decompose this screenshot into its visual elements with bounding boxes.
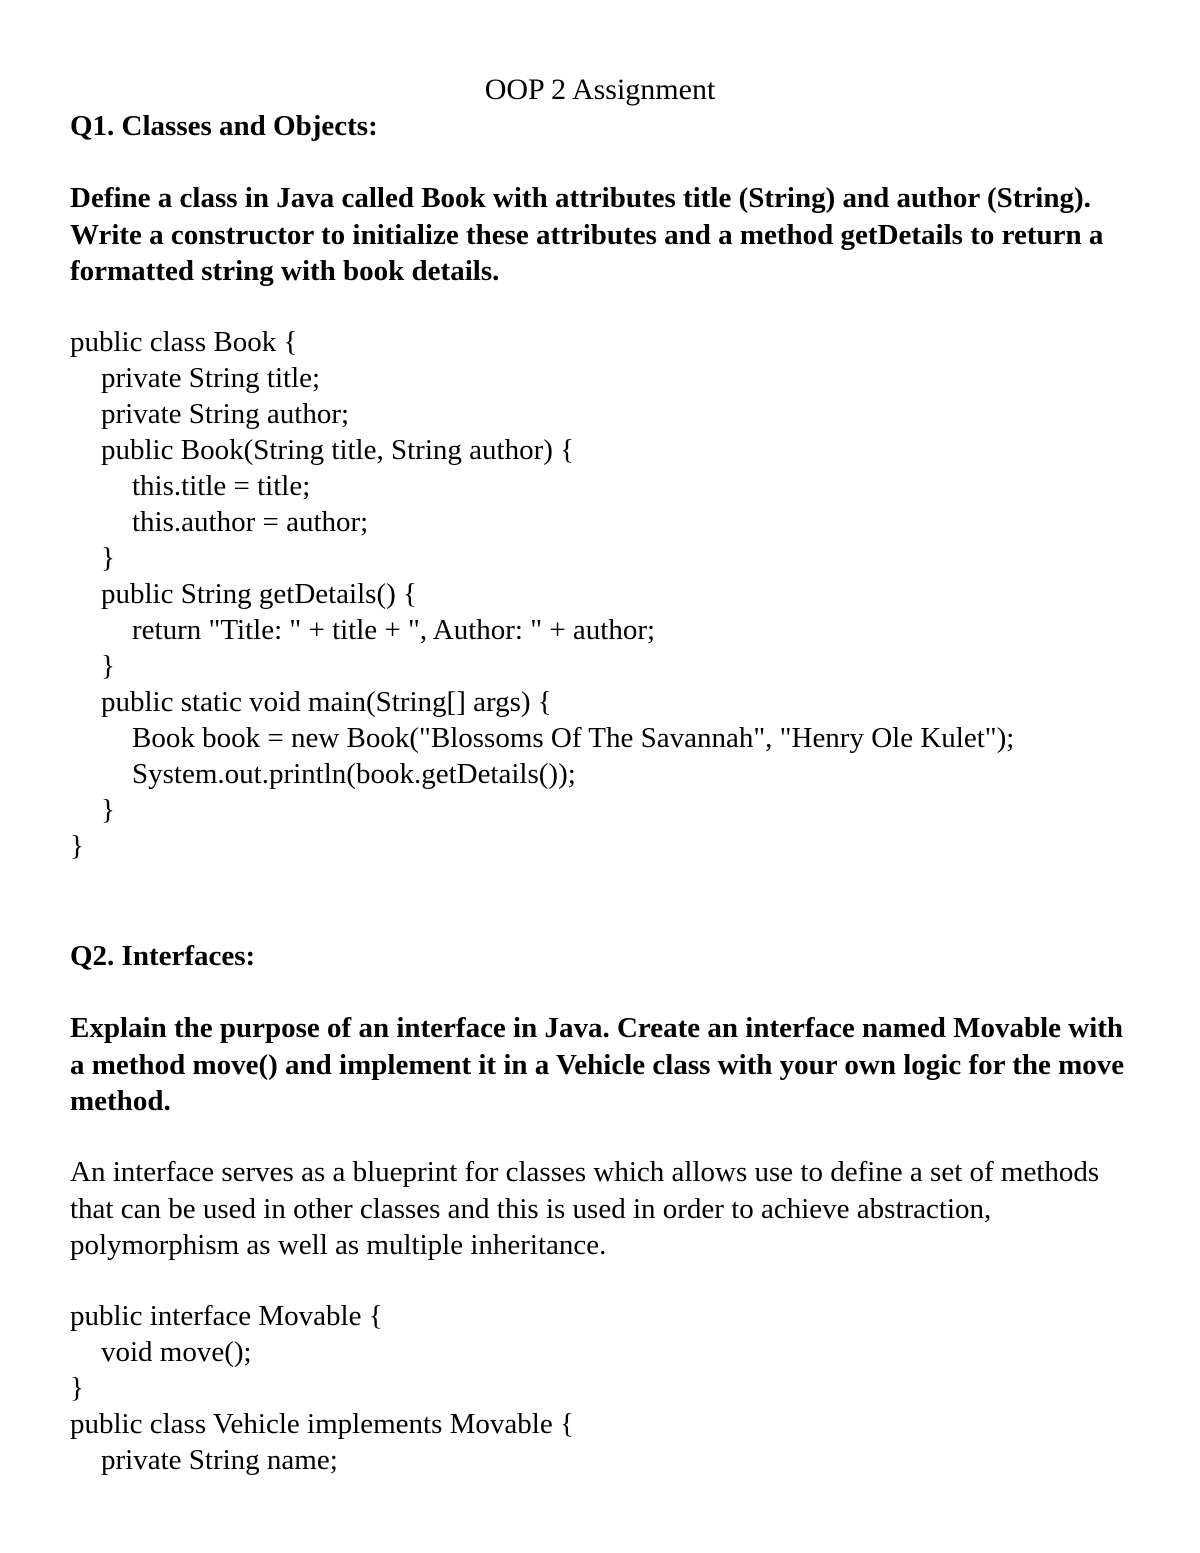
code-line: private String author; xyxy=(101,398,350,430)
q2-question: Explain the purpose of an interface in Java. Create an interface named Movable with a method move() and implement it in a Vehicle class with your own logic for the move method. xyxy=(70,1012,1125,1117)
code-line: private String name; xyxy=(101,1444,338,1476)
document-title: OOP 2 Assignment xyxy=(484,73,716,106)
code-line: this.author = author; xyxy=(132,506,369,538)
code-line: public class Vehicle implements Movable { xyxy=(70,1408,574,1440)
code-line: public class Book { xyxy=(70,326,298,358)
code-line: this.title = title; xyxy=(132,470,311,502)
code-line: void move(); xyxy=(101,1336,252,1368)
q2-heading: Q2. Interfaces: xyxy=(70,940,256,972)
code-line: } xyxy=(70,830,84,862)
code-line: System.out.println(book.getDetails()); xyxy=(132,758,576,790)
code-line: } xyxy=(101,542,115,574)
code-line: public String getDetails() { xyxy=(101,578,417,610)
code-line: } xyxy=(101,794,115,826)
code-line: return "Title: " + title + ", Author: " + author; xyxy=(132,614,656,646)
code-line: public static void main(String[] args) { xyxy=(101,686,552,718)
q1-code-block xyxy=(70,324,1014,864)
code-line: } xyxy=(70,1372,84,1404)
code-line: public interface Movable { xyxy=(70,1300,383,1332)
q2-code-block xyxy=(70,1298,574,1478)
code-line: public Book(String title, String author) { xyxy=(101,434,575,466)
code-line: } xyxy=(101,650,115,682)
q1-question: Define a class in Java called Book with attributes title (String) and author (String). Write a constructor to initialize these attributes and a method getDetails to return a formatted string with book details. xyxy=(70,182,1104,287)
q1-heading: Q1. Classes and Objects: xyxy=(70,110,378,142)
code-line: Book book = new Book("Blossoms Of The Savannah", "Henry Ole Kulet"); xyxy=(132,722,1015,754)
code-line: private String title; xyxy=(101,362,321,394)
q2-answer: An interface serves as a blueprint for classes which allows use to define a set of methods that can be used in other classes and this is used in order to achieve abstraction, polymorphism as well as multiple inheritance. xyxy=(70,1156,1100,1261)
